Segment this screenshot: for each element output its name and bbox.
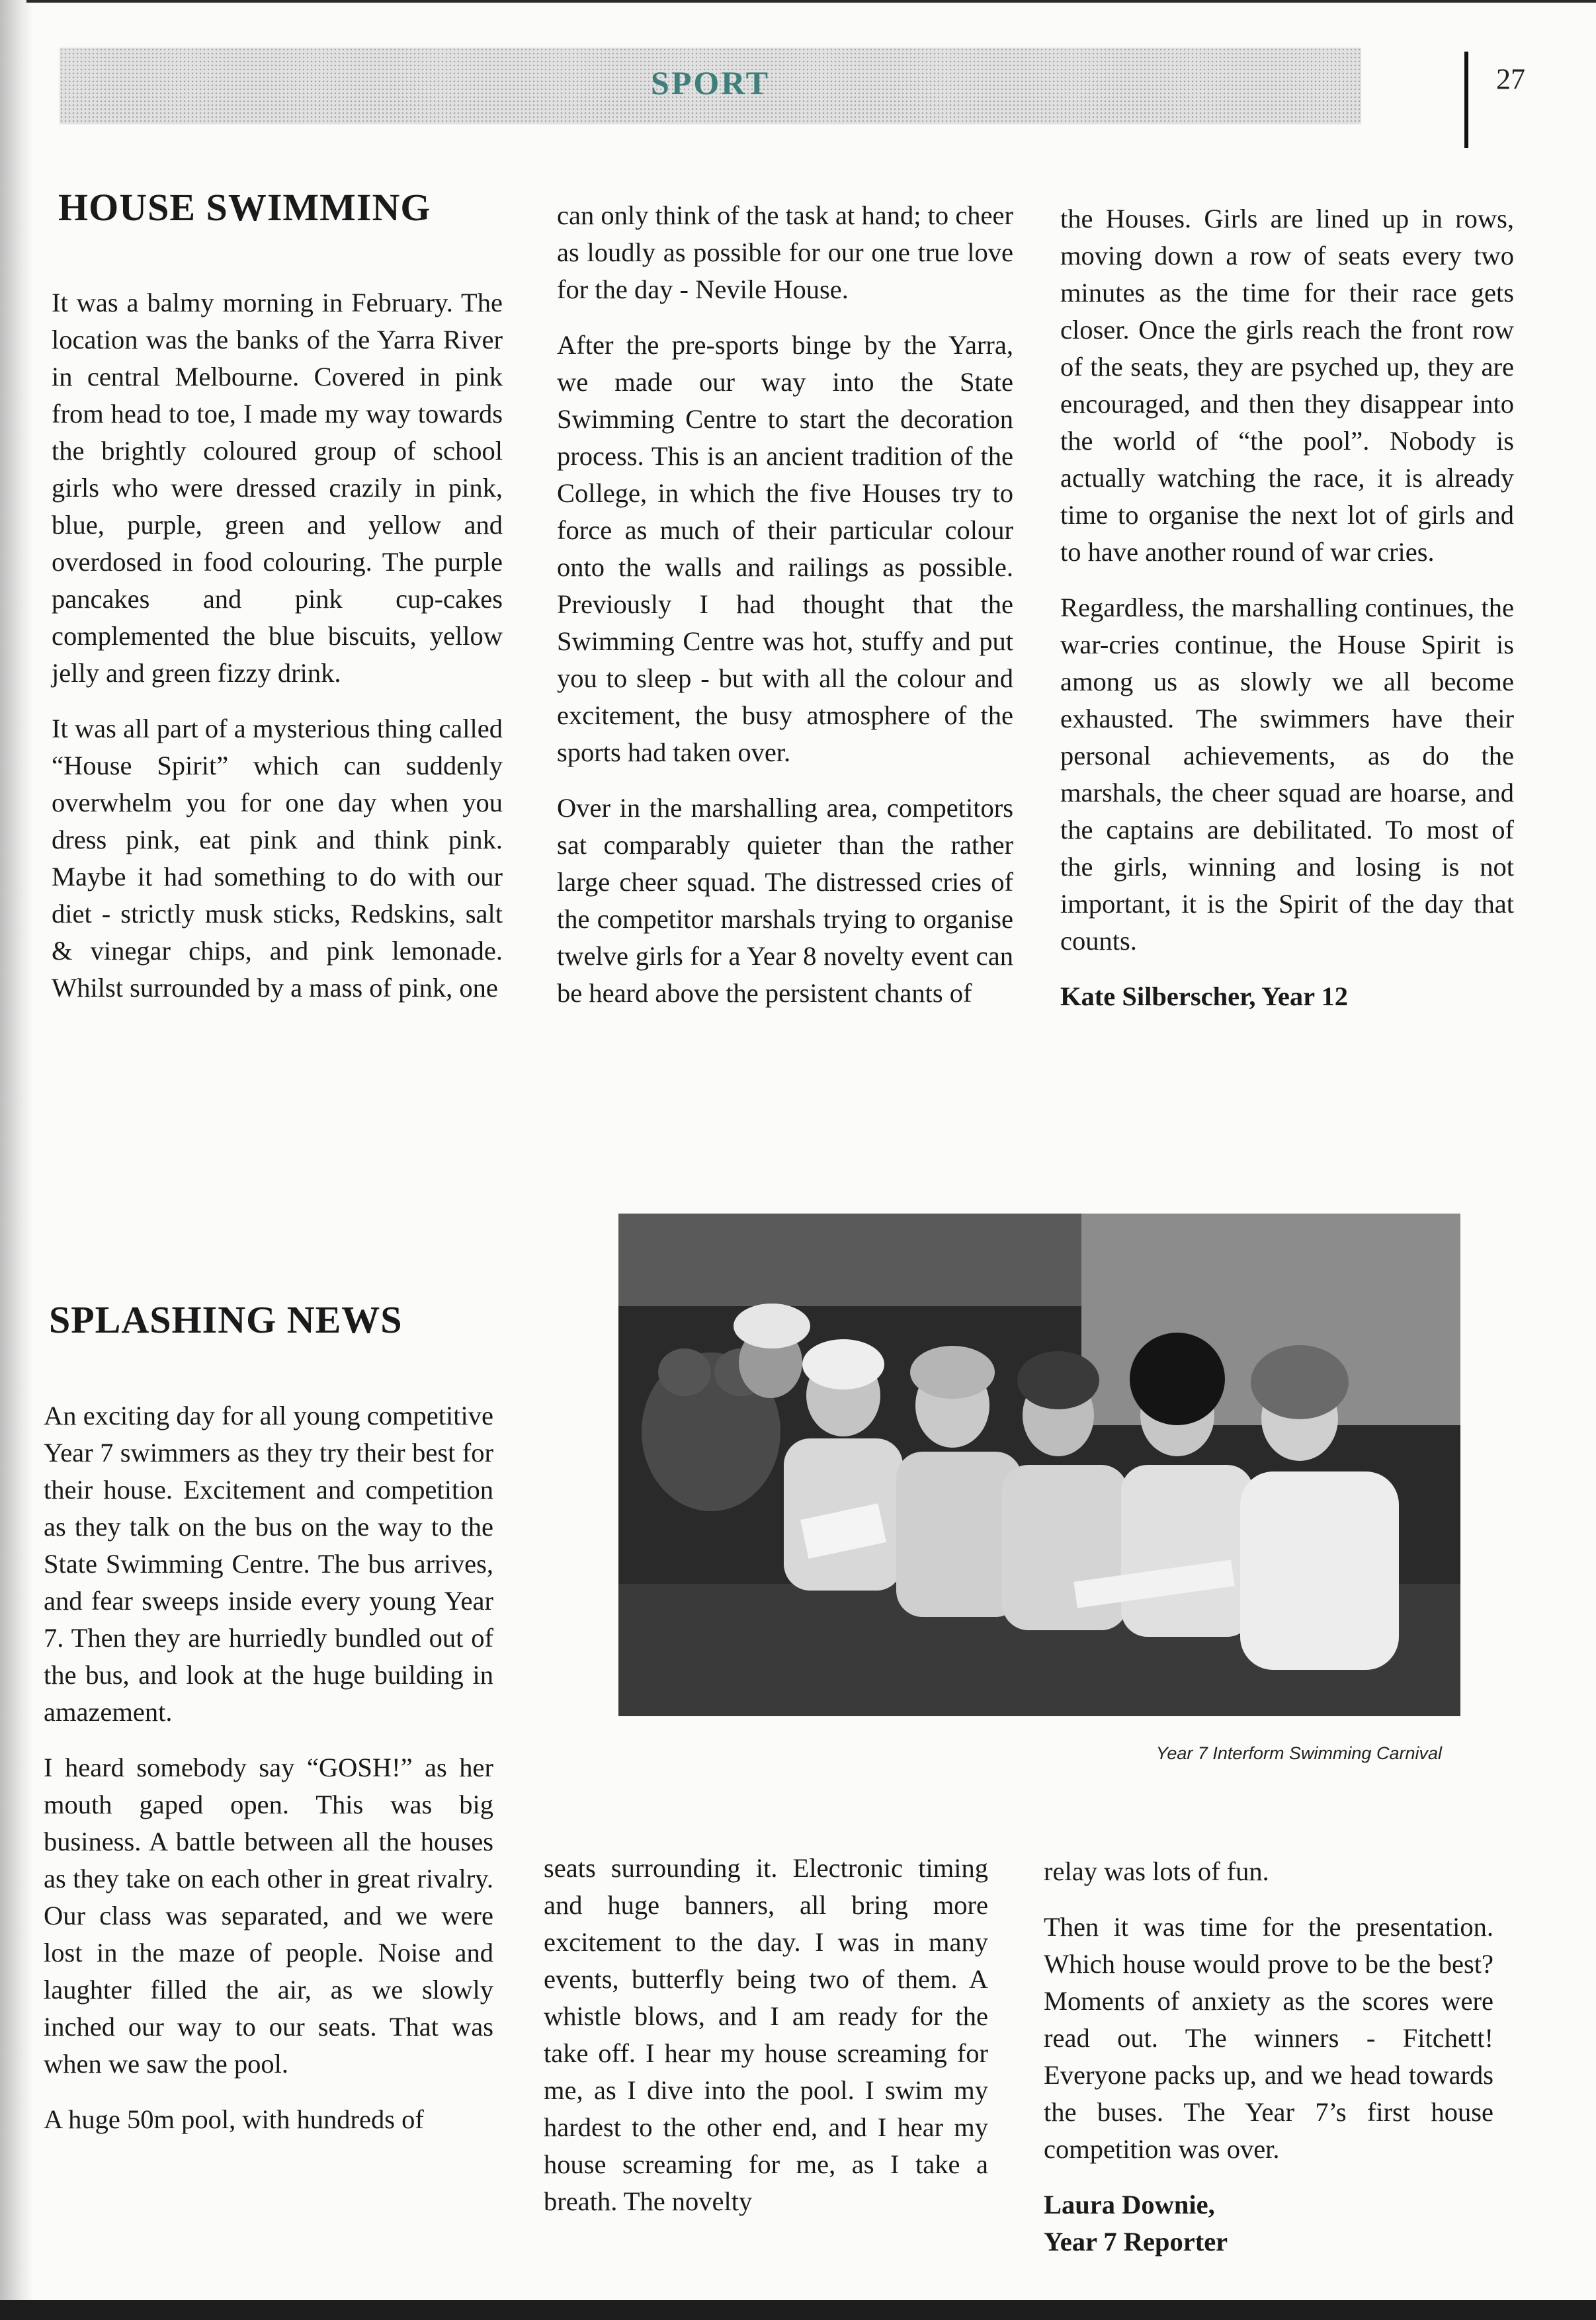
bottom-edge — [0, 2300, 1596, 2320]
splashing-news-column-3 — [1044, 1853, 1493, 2260]
splashing-news-column-1 — [44, 1397, 493, 2157]
paragraph: An exciting day for all young competitive Year 7 swimmers as they try their best for their house. Excitement and competition as they talk on the bus on the way to the State Swimming Centre. The bus arrives, and fear sweeps inside every young Year 7. Then they are hurriedly bundled out of the bus, and look at the huge building in amazement. — [44, 1401, 493, 1727]
paragraph: Regardless, the marshalling continues, the war-cries continue, the House Spirit is among us as slowly we all become exhausted. The swimmers have their personal achievements, as do the marshals, the cheer squad are hoarse, and the captains are debilitated. To most of the girls, winning and losing is not important, it is the Spirit of the day that counts. — [1060, 593, 1514, 956]
splashing-news-column-2 — [544, 1850, 988, 2239]
page-number-rule — [1464, 52, 1468, 148]
paragraph: relay was lots of fun. — [1044, 1856, 1269, 1886]
paragraph: After the pre-sports binge by the Yarra, we made our way into the State Swimming Centre to start the decoration process. This is an ancient tradition of the College, in which the five Houses try to force as much of their particular colour onto the walls and railings as possible. Previously I had thought that the Swimming Centre was hot, stuffy and put you to sleep - but with all the colour and excitement, the busy atmosphere of the sports had taken over. — [557, 330, 1013, 767]
paragraph: can only think of the task at hand; to cheer as loudly as possible for our one true love for the day - Nevile House. — [557, 200, 1013, 304]
paragraph: A huge 50m pool, with hundreds of — [44, 2104, 424, 2134]
swimmers-photo — [618, 1214, 1460, 1716]
house-swimming-title: HOUSE SWIMMING — [58, 186, 431, 229]
author-role: Year 7 Reporter — [1044, 2227, 1228, 2257]
house-swimming-column-3 — [1060, 200, 1514, 1034]
paragraph: It was a balmy morning in February. The location was the banks of the Yarra River in central Melbourne. Covered in pink from head to toe, I made my way towards the brightly coloured group of school girls who were dressed crazily in pink, blue, purple, green and yellow and overdosed in food colouring. The purple pancakes and pink cup-cakes complemented the blue biscuits, yellow jelly and green fizzy drink. — [52, 288, 503, 688]
photo-caption: Year 7 Interform Swimming Carnival — [1155, 1743, 1442, 1763]
splashing-news-title: SPLASHING NEWS — [49, 1298, 403, 1341]
paragraph: the Houses. Girls are lined up in rows, moving down a row of seats every two minutes as the time for their race gets closer. Once the girls reach the front row of the seats, they are psyched up, they are encouraged, and then they disappear into the world of “the pool”. Nobody is actually watching the race, it is already time to organise the next lot of girls and to have another round of war cries. — [1060, 204, 1514, 567]
house-swimming-column-2 — [557, 197, 1013, 1030]
paragraph: Over in the marshalling area, competitors sat comparably quieter than the rather large cheer squad. The distressed cries of the competitor marshals trying to organise twelve girls for a Year 8 novelty event can be heard above the persistent chants of — [557, 793, 1013, 1008]
section-title: SPORT — [651, 64, 770, 101]
paragraph: Then it was time for the presentation. Which house would prove to be the best? Moments of anxiety as the scores were read out. The winners - Fitchett! Everyone packs up, and we head towards the buses. The Year 7’s first house competition was over. — [1044, 1912, 1493, 2164]
top-rule — [26, 0, 1596, 3]
page-edge-shadow — [0, 0, 33, 2320]
author-signature: Kate Silberscher, Year 12 — [1060, 981, 1348, 1011]
paragraph: It was all part of a mysterious thing called “House Spirit” which can suddenly overwhelm you for one day when you dress pink, eat pink and think pink. Maybe it had something to do with our diet - strictly musk sticks, Redskins, salt & vinegar chips, and pink lemonade. Whilst surrounded by a mass of pink, one — [52, 714, 503, 1003]
paragraph: I heard somebody say “GOSH!” as her mouth gaped open. This was big business. A battle between all the houses as they take on each other in great rivalry. Our class was separated, and we were lost in the maze of people. Noise and laughter filled the air, as we slowly inched our way to our seats. That was when we saw the pool. — [44, 1753, 493, 2079]
photo-illustration — [618, 1214, 1460, 1716]
house-swimming-column-1 — [52, 284, 503, 1025]
page-number: 27 — [1496, 63, 1525, 95]
author-name: Laura Downie, — [1044, 2190, 1215, 2219]
paragraph: seats surrounding it. Electronic timing and huge banners, all bring more excitement to the day. I was in many events, butterfly being two of them. A whistle blows, and I am ready for the take off. I hear my house screaming for me, as I dive into the pool. I swim my hardest to the other end, and I hear my house screaming for me, as I take a breath. The novelty — [544, 1853, 988, 2216]
